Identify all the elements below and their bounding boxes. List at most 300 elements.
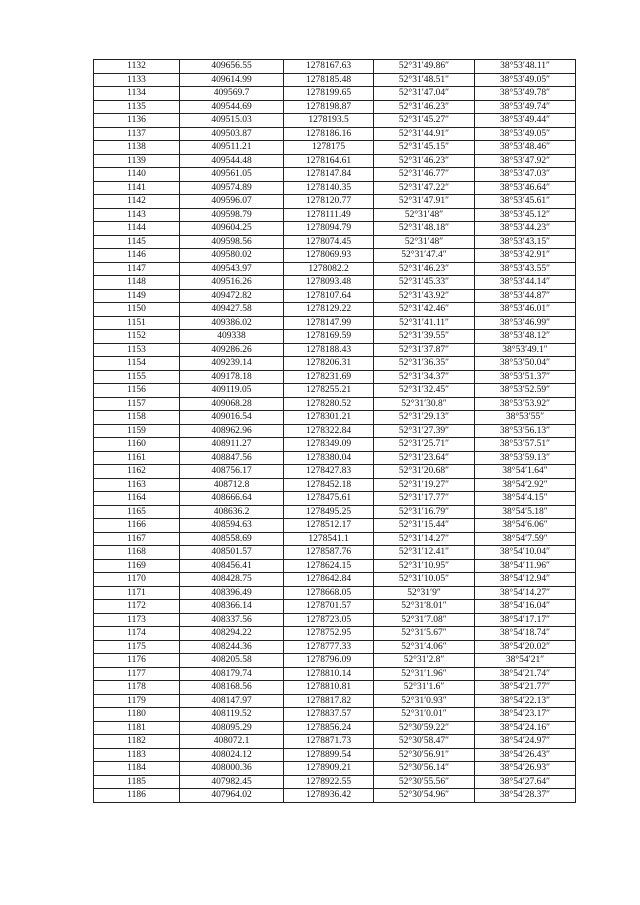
latitude-cell: 52°31′45.33″: [374, 276, 475, 290]
x-coordinate-cell: 407964.02: [180, 789, 284, 803]
x-coordinate-cell: 409239.14: [180, 357, 284, 371]
table-row: [94, 789, 576, 803]
latitude-cell: 52°30′58.47″: [374, 735, 475, 749]
x-coordinate-cell: 408095.29: [180, 721, 284, 735]
y-coordinate-cell: 1278817.82: [284, 694, 374, 708]
y-coordinate-cell: 1278147.84: [284, 168, 374, 182]
y-coordinate-cell: 1278193.5: [284, 114, 374, 128]
point-number-cell: 1142: [94, 195, 180, 209]
table-row: [94, 492, 576, 506]
longitude-cell: 38°53′49.1″: [475, 343, 576, 357]
coordinates-table-body: [94, 60, 576, 803]
y-coordinate-cell: 1278185.48: [284, 73, 374, 87]
table-row: [94, 478, 576, 492]
point-number-cell: 1146: [94, 249, 180, 263]
table-row: [94, 141, 576, 155]
latitude-cell: 52°31′0.01″: [374, 708, 475, 722]
latitude-cell: 52°31′47.91″: [374, 195, 475, 209]
table-row: [94, 276, 576, 290]
y-coordinate-cell: 1278198.87: [284, 100, 374, 114]
y-coordinate-cell: 1278167.63: [284, 60, 374, 74]
latitude-cell: 52°31′23.64″: [374, 451, 475, 465]
table-row: [94, 465, 576, 479]
y-coordinate-cell: 1278231.69: [284, 370, 374, 384]
table-row: [94, 262, 576, 276]
y-coordinate-cell: 1278164.61: [284, 154, 374, 168]
longitude-cell: 38°54′18.74″: [475, 627, 576, 641]
point-number-cell: 1157: [94, 397, 180, 411]
x-coordinate-cell: 408456.41: [180, 559, 284, 573]
y-coordinate-cell: 1278280.52: [284, 397, 374, 411]
y-coordinate-cell: 1278810.14: [284, 667, 374, 681]
table-row: [94, 681, 576, 695]
x-coordinate-cell: 409614.99: [180, 73, 284, 87]
latitude-cell: 52°31′46.77″: [374, 168, 475, 182]
table-row: [94, 735, 576, 749]
point-number-cell: 1184: [94, 762, 180, 776]
x-coordinate-cell: 409543.97: [180, 262, 284, 276]
coordinates-table: [93, 59, 576, 803]
y-coordinate-cell: 1278587.76: [284, 546, 374, 560]
x-coordinate-cell: 409598.79: [180, 208, 284, 222]
table-row: [94, 613, 576, 627]
table-row: [94, 600, 576, 614]
longitude-cell: 38°54′24.16″: [475, 721, 576, 735]
x-coordinate-cell: 409604.25: [180, 222, 284, 236]
y-coordinate-cell: 1278452.18: [284, 478, 374, 492]
table-row: [94, 73, 576, 87]
table-row: [94, 451, 576, 465]
latitude-cell: 52°31′48″: [374, 235, 475, 249]
latitude-cell: 52°31′44.91″: [374, 127, 475, 141]
latitude-cell: 52°31′41.11″: [374, 316, 475, 330]
table-row: [94, 60, 576, 74]
x-coordinate-cell: 408119.52: [180, 708, 284, 722]
y-coordinate-cell: 1278094.79: [284, 222, 374, 236]
y-coordinate-cell: 1278922.55: [284, 775, 374, 789]
longitude-cell: 38°53′49.74″: [475, 100, 576, 114]
longitude-cell: 38°53′48.11″: [475, 60, 576, 74]
longitude-cell: 38°54′1.64″: [475, 465, 576, 479]
table-row: [94, 127, 576, 141]
table-row: [94, 438, 576, 452]
point-number-cell: 1138: [94, 141, 180, 155]
y-coordinate-cell: 1278541.1: [284, 532, 374, 546]
latitude-cell: 52°31′29.13″: [374, 411, 475, 425]
point-number-cell: 1165: [94, 505, 180, 519]
table-row: [94, 114, 576, 128]
latitude-cell: 52°31′45.27″: [374, 114, 475, 128]
x-coordinate-cell: 408072.1: [180, 735, 284, 749]
point-number-cell: 1173: [94, 613, 180, 627]
table-row: [94, 505, 576, 519]
longitude-cell: 38°54′12.94″: [475, 573, 576, 587]
latitude-cell: 52°31′48.18″: [374, 222, 475, 236]
longitude-cell: 38°53′48.46″: [475, 141, 576, 155]
point-number-cell: 1178: [94, 681, 180, 695]
longitude-cell: 38°53′44.23″: [475, 222, 576, 236]
x-coordinate-cell: 409503.87: [180, 127, 284, 141]
x-coordinate-cell: 407982.45: [180, 775, 284, 789]
x-coordinate-cell: 408636.2: [180, 505, 284, 519]
longitude-cell: 38°54′27.64″: [475, 775, 576, 789]
x-coordinate-cell: 409472.82: [180, 289, 284, 303]
longitude-cell: 38°54′17.17″: [475, 613, 576, 627]
table-row: [94, 654, 576, 668]
point-number-cell: 1149: [94, 289, 180, 303]
y-coordinate-cell: 1278255.21: [284, 384, 374, 398]
y-coordinate-cell: 1278322.84: [284, 424, 374, 438]
x-coordinate-cell: 408024.12: [180, 748, 284, 762]
latitude-cell: 52°31′46.23″: [374, 154, 475, 168]
latitude-cell: 52°31′42.46″: [374, 303, 475, 317]
latitude-cell: 52°31′10.05″: [374, 573, 475, 587]
y-coordinate-cell: 1278175: [284, 141, 374, 155]
x-coordinate-cell: 409286.26: [180, 343, 284, 357]
latitude-cell: 52°31′12.41″: [374, 546, 475, 560]
x-coordinate-cell: 408205.58: [180, 654, 284, 668]
longitude-cell: 38°54′23.17″: [475, 708, 576, 722]
x-coordinate-cell: 408168.56: [180, 681, 284, 695]
x-coordinate-cell: 408594.63: [180, 519, 284, 533]
x-coordinate-cell: 408147.97: [180, 694, 284, 708]
y-coordinate-cell: 1278777.33: [284, 640, 374, 654]
longitude-cell: 38°53′56.13″: [475, 424, 576, 438]
table-row: [94, 87, 576, 101]
latitude-cell: 52°31′15.44″: [374, 519, 475, 533]
y-coordinate-cell: 1278909.21: [284, 762, 374, 776]
longitude-cell: 38°53′48.12″: [475, 330, 576, 344]
table-row: [94, 370, 576, 384]
longitude-cell: 38°54′14.27″: [475, 586, 576, 600]
y-coordinate-cell: 1278837.57: [284, 708, 374, 722]
x-coordinate-cell: 409515.03: [180, 114, 284, 128]
latitude-cell: 52°31′45.15″: [374, 141, 475, 155]
table-row: [94, 235, 576, 249]
table-row: [94, 330, 576, 344]
point-number-cell: 1174: [94, 627, 180, 641]
point-number-cell: 1172: [94, 600, 180, 614]
table-row: [94, 519, 576, 533]
x-coordinate-cell: 408962.96: [180, 424, 284, 438]
longitude-cell: 38°53′49.78″: [475, 87, 576, 101]
table-row: [94, 411, 576, 425]
table-row: [94, 195, 576, 209]
longitude-cell: 38°53′46.01″: [475, 303, 576, 317]
latitude-cell: 52°31′4.06″: [374, 640, 475, 654]
longitude-cell: 38°53′43.55″: [475, 262, 576, 276]
point-number-cell: 1134: [94, 87, 180, 101]
latitude-cell: 52°31′17.77″: [374, 492, 475, 506]
latitude-cell: 52°31′30.8″: [374, 397, 475, 411]
latitude-cell: 52°31′48″: [374, 208, 475, 222]
x-coordinate-cell: 409178.18: [180, 370, 284, 384]
y-coordinate-cell: 1278624.15: [284, 559, 374, 573]
point-number-cell: 1136: [94, 114, 180, 128]
table-row: [94, 168, 576, 182]
x-coordinate-cell: 409544.69: [180, 100, 284, 114]
x-coordinate-cell: 408366.14: [180, 600, 284, 614]
point-number-cell: 1171: [94, 586, 180, 600]
x-coordinate-cell: 409068.28: [180, 397, 284, 411]
table-row: [94, 384, 576, 398]
latitude-cell: 52°31′49.86″: [374, 60, 475, 74]
point-number-cell: 1180: [94, 708, 180, 722]
x-coordinate-cell: 409516.26: [180, 276, 284, 290]
longitude-cell: 38°53′43.15″: [475, 235, 576, 249]
y-coordinate-cell: 1278810.81: [284, 681, 374, 695]
longitude-cell: 38°53′46.99″: [475, 316, 576, 330]
latitude-cell: 52°31′37.87″: [374, 343, 475, 357]
point-number-cell: 1135: [94, 100, 180, 114]
x-coordinate-cell: 408179.74: [180, 667, 284, 681]
longitude-cell: 38°54′28.37″: [475, 789, 576, 803]
point-number-cell: 1159: [94, 424, 180, 438]
longitude-cell: 38°54′22.13″: [475, 694, 576, 708]
latitude-cell: 52°30′59.22″: [374, 721, 475, 735]
y-coordinate-cell: 1278147.99: [284, 316, 374, 330]
x-coordinate-cell: 409338: [180, 330, 284, 344]
point-number-cell: 1186: [94, 789, 180, 803]
y-coordinate-cell: 1278380.04: [284, 451, 374, 465]
point-number-cell: 1158: [94, 411, 180, 425]
longitude-cell: 38°53′49.05″: [475, 73, 576, 87]
longitude-cell: 38°54′21.77″: [475, 681, 576, 695]
latitude-cell: 52°31′48.51″: [374, 73, 475, 87]
y-coordinate-cell: 1278199.65: [284, 87, 374, 101]
table-row: [94, 303, 576, 317]
point-number-cell: 1169: [94, 559, 180, 573]
latitude-cell: 52°30′54.96″: [374, 789, 475, 803]
point-number-cell: 1139: [94, 154, 180, 168]
point-number-cell: 1162: [94, 465, 180, 479]
point-number-cell: 1140: [94, 168, 180, 182]
latitude-cell: 52°31′10.95″: [374, 559, 475, 573]
longitude-cell: 38°54′20.02″: [475, 640, 576, 654]
latitude-cell: 52°31′27.39″: [374, 424, 475, 438]
point-number-cell: 1152: [94, 330, 180, 344]
point-number-cell: 1144: [94, 222, 180, 236]
longitude-cell: 38°53′51.37″: [475, 370, 576, 384]
longitude-cell: 38°53′47.03″: [475, 168, 576, 182]
latitude-cell: 52°31′39.55″: [374, 330, 475, 344]
longitude-cell: 38°53′53.92″: [475, 397, 576, 411]
table-row: [94, 222, 576, 236]
y-coordinate-cell: 1278349.09: [284, 438, 374, 452]
y-coordinate-cell: 1278796.09: [284, 654, 374, 668]
point-number-cell: 1175: [94, 640, 180, 654]
latitude-cell: 52°31′47.22″: [374, 181, 475, 195]
latitude-cell: 52°31′1.6″: [374, 681, 475, 695]
latitude-cell: 52°31′34.37″: [374, 370, 475, 384]
y-coordinate-cell: 1278701.57: [284, 600, 374, 614]
point-number-cell: 1179: [94, 694, 180, 708]
table-row: [94, 100, 576, 114]
point-number-cell: 1153: [94, 343, 180, 357]
x-coordinate-cell: 409574.89: [180, 181, 284, 195]
y-coordinate-cell: 1278120.77: [284, 195, 374, 209]
y-coordinate-cell: 1278093.48: [284, 276, 374, 290]
point-number-cell: 1148: [94, 276, 180, 290]
latitude-cell: 52°31′7.08″: [374, 613, 475, 627]
table-row: [94, 181, 576, 195]
point-number-cell: 1168: [94, 546, 180, 560]
x-coordinate-cell: 409656.55: [180, 60, 284, 74]
latitude-cell: 52°30′56.91″: [374, 748, 475, 762]
point-number-cell: 1155: [94, 370, 180, 384]
x-coordinate-cell: 408501.57: [180, 546, 284, 560]
longitude-cell: 38°53′46.64″: [475, 181, 576, 195]
latitude-cell: 52°31′46.23″: [374, 100, 475, 114]
table-row: [94, 762, 576, 776]
longitude-cell: 38°54′21″: [475, 654, 576, 668]
table-row: [94, 343, 576, 357]
longitude-cell: 38°54′6.06″: [475, 519, 576, 533]
table-row: [94, 424, 576, 438]
table-row: [94, 721, 576, 735]
table-row: [94, 748, 576, 762]
longitude-cell: 38°53′42.91″: [475, 249, 576, 263]
y-coordinate-cell: 1278188.43: [284, 343, 374, 357]
x-coordinate-cell: 409569.7: [180, 87, 284, 101]
y-coordinate-cell: 1278107.64: [284, 289, 374, 303]
point-number-cell: 1133: [94, 73, 180, 87]
y-coordinate-cell: 1278936.42: [284, 789, 374, 803]
y-coordinate-cell: 1278069.93: [284, 249, 374, 263]
latitude-cell: 52°31′19.27″: [374, 478, 475, 492]
table-row: [94, 586, 576, 600]
table-row: [94, 640, 576, 654]
longitude-cell: 38°54′26.93″: [475, 762, 576, 776]
latitude-cell: 52°31′2.8″: [374, 654, 475, 668]
point-number-cell: 1156: [94, 384, 180, 398]
table-row: [94, 154, 576, 168]
point-number-cell: 1166: [94, 519, 180, 533]
y-coordinate-cell: 1278140.35: [284, 181, 374, 195]
table-row: [94, 208, 576, 222]
x-coordinate-cell: 409580.02: [180, 249, 284, 263]
latitude-cell: 52°31′36.35″: [374, 357, 475, 371]
y-coordinate-cell: 1278723.05: [284, 613, 374, 627]
longitude-cell: 38°54′24.97″: [475, 735, 576, 749]
longitude-cell: 38°53′47.92″: [475, 154, 576, 168]
longitude-cell: 38°54′2.92″: [475, 478, 576, 492]
y-coordinate-cell: 1278512.17: [284, 519, 374, 533]
x-coordinate-cell: 408428.75: [180, 573, 284, 587]
latitude-cell: 52°31′5.67″: [374, 627, 475, 641]
longitude-cell: 38°53′49.05″: [475, 127, 576, 141]
y-coordinate-cell: 1278475.61: [284, 492, 374, 506]
x-coordinate-cell: 409561.05: [180, 168, 284, 182]
latitude-cell: 52°31′14.27″: [374, 532, 475, 546]
point-number-cell: 1181: [94, 721, 180, 735]
x-coordinate-cell: 408244.36: [180, 640, 284, 654]
x-coordinate-cell: 409511.21: [180, 141, 284, 155]
table-row: [94, 546, 576, 560]
x-coordinate-cell: 408712.8: [180, 478, 284, 492]
y-coordinate-cell: 1278206.31: [284, 357, 374, 371]
y-coordinate-cell: 1278752.95: [284, 627, 374, 641]
y-coordinate-cell: 1278169.59: [284, 330, 374, 344]
point-number-cell: 1163: [94, 478, 180, 492]
latitude-cell: 52°31′47.4″: [374, 249, 475, 263]
x-coordinate-cell: 409427.58: [180, 303, 284, 317]
longitude-cell: 38°53′57.51″: [475, 438, 576, 452]
x-coordinate-cell: 408666.64: [180, 492, 284, 506]
x-coordinate-cell: 408294.22: [180, 627, 284, 641]
longitude-cell: 38°53′55″: [475, 411, 576, 425]
table-row: [94, 249, 576, 263]
y-coordinate-cell: 1278856.24: [284, 721, 374, 735]
point-number-cell: 1147: [94, 262, 180, 276]
point-number-cell: 1151: [94, 316, 180, 330]
table-row: [94, 694, 576, 708]
x-coordinate-cell: 409596.07: [180, 195, 284, 209]
point-number-cell: 1176: [94, 654, 180, 668]
x-coordinate-cell: 409016.54: [180, 411, 284, 425]
longitude-cell: 38°53′59.13″: [475, 451, 576, 465]
x-coordinate-cell: 409544.48: [180, 154, 284, 168]
y-coordinate-cell: 1278642.84: [284, 573, 374, 587]
y-coordinate-cell: 1278186.16: [284, 127, 374, 141]
latitude-cell: 52°30′56.14″: [374, 762, 475, 776]
latitude-cell: 52°31′1.96″: [374, 667, 475, 681]
point-number-cell: 1185: [94, 775, 180, 789]
x-coordinate-cell: 408558.69: [180, 532, 284, 546]
y-coordinate-cell: 1278899.54: [284, 748, 374, 762]
table-row: [94, 316, 576, 330]
table-row: [94, 532, 576, 546]
point-number-cell: 1145: [94, 235, 180, 249]
longitude-cell: 38°54′10.04″: [475, 546, 576, 560]
longitude-cell: 38°54′26.43″: [475, 748, 576, 762]
latitude-cell: 52°31′25.71″: [374, 438, 475, 452]
y-coordinate-cell: 1278668.05: [284, 586, 374, 600]
longitude-cell: 38°54′11.96″: [475, 559, 576, 573]
x-coordinate-cell: 408756.17: [180, 465, 284, 479]
point-number-cell: 1137: [94, 127, 180, 141]
longitude-cell: 38°53′45.61″: [475, 195, 576, 209]
point-number-cell: 1132: [94, 60, 180, 74]
table-row: [94, 559, 576, 573]
y-coordinate-cell: 1278301.21: [284, 411, 374, 425]
y-coordinate-cell: 1278111.49: [284, 208, 374, 222]
longitude-cell: 38°54′7.59″: [475, 532, 576, 546]
point-number-cell: 1150: [94, 303, 180, 317]
x-coordinate-cell: 408911.27: [180, 438, 284, 452]
latitude-cell: 52°30′55.56″: [374, 775, 475, 789]
y-coordinate-cell: 1278074.45: [284, 235, 374, 249]
longitude-cell: 38°54′5.18″: [475, 505, 576, 519]
point-number-cell: 1154: [94, 357, 180, 371]
point-number-cell: 1141: [94, 181, 180, 195]
y-coordinate-cell: 1278495.25: [284, 505, 374, 519]
x-coordinate-cell: 408337.56: [180, 613, 284, 627]
x-coordinate-cell: 408847.56: [180, 451, 284, 465]
table-row: [94, 667, 576, 681]
point-number-cell: 1182: [94, 735, 180, 749]
longitude-cell: 38°53′49.44″: [475, 114, 576, 128]
x-coordinate-cell: 408000.36: [180, 762, 284, 776]
y-coordinate-cell: 1278427.83: [284, 465, 374, 479]
longitude-cell: 38°53′50.04″: [475, 357, 576, 371]
table-row: [94, 397, 576, 411]
longitude-cell: 38°54′4.15″: [475, 492, 576, 506]
point-number-cell: 1170: [94, 573, 180, 587]
point-number-cell: 1183: [94, 748, 180, 762]
latitude-cell: 52°31′47.04″: [374, 87, 475, 101]
longitude-cell: 38°53′44.14″: [475, 276, 576, 290]
